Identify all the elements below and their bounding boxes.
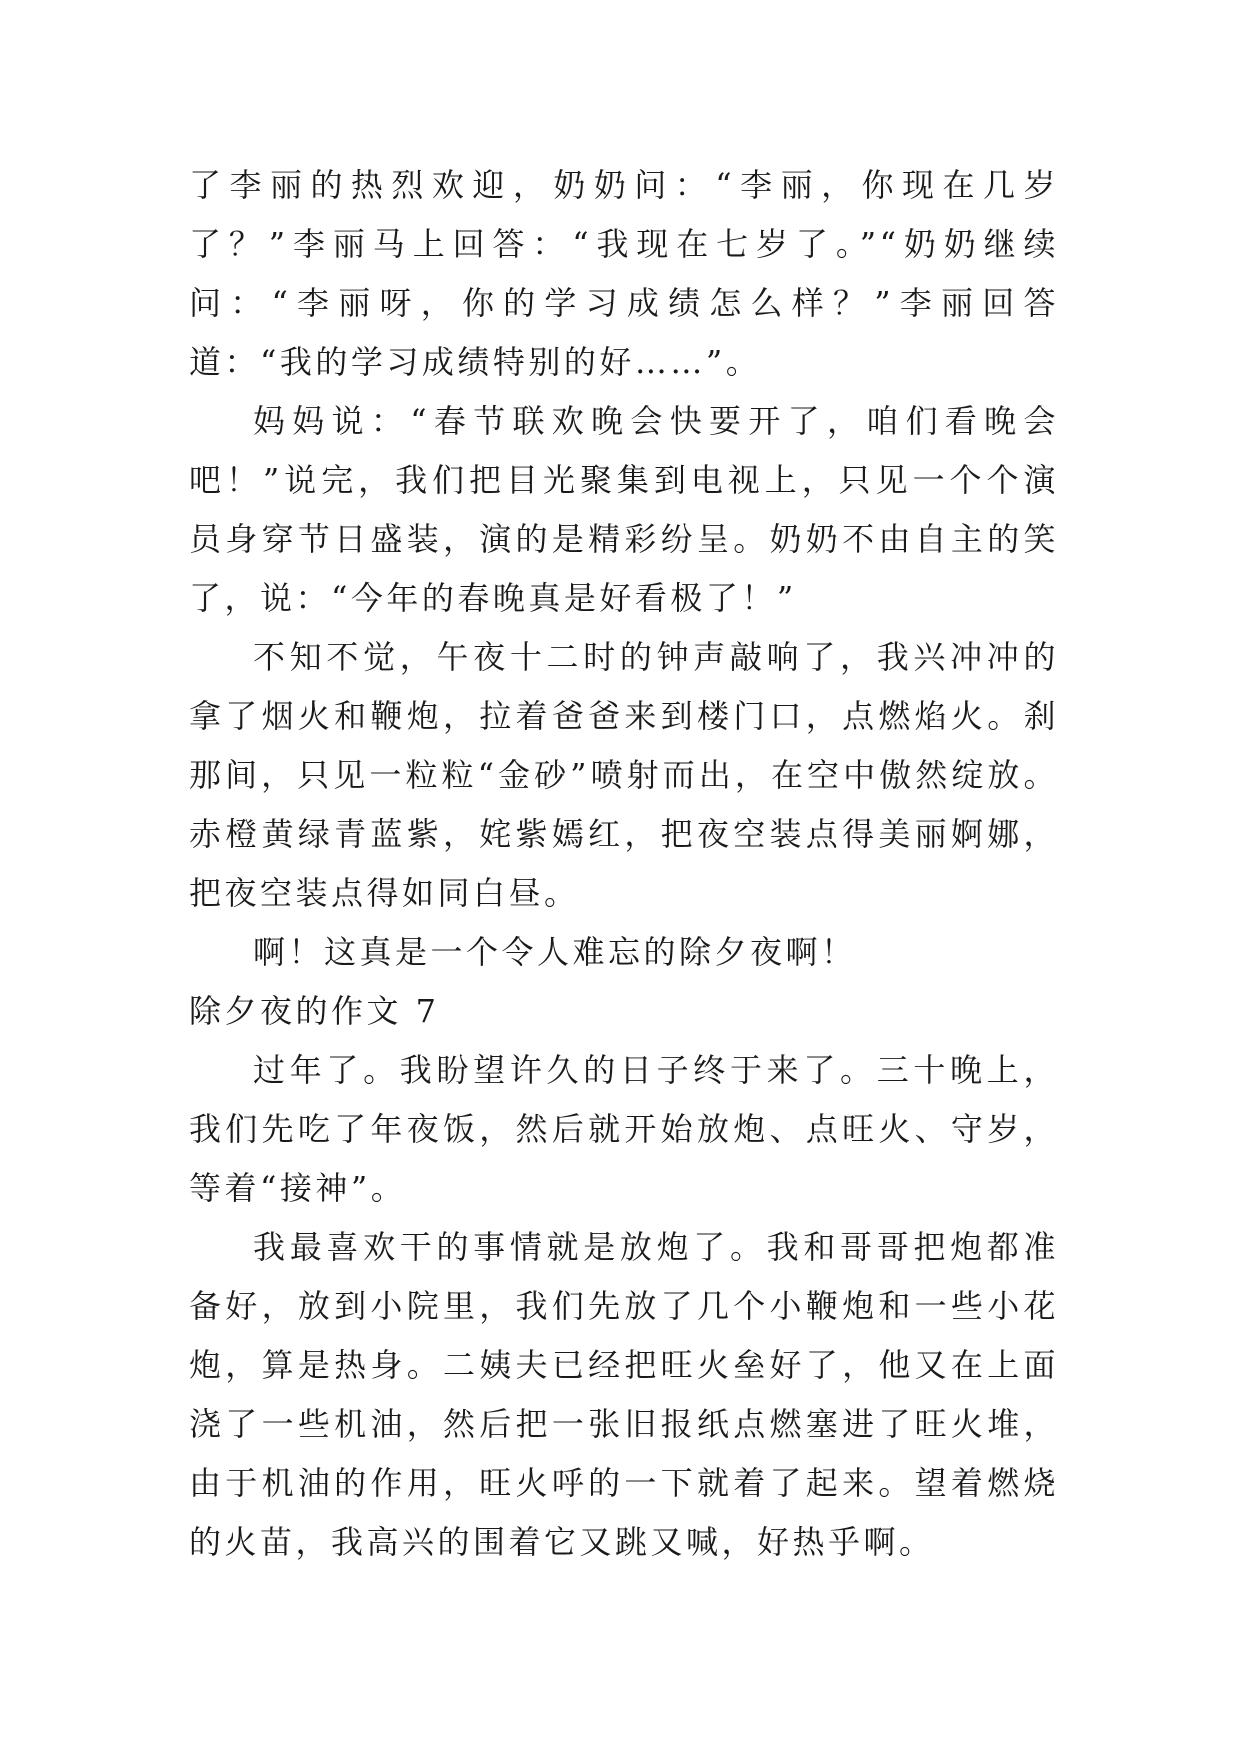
section-title: 除夕夜的作文 7 (189, 992, 440, 1030)
paragraph-1: 了李丽的热烈欢迎，奶奶问：“李丽，你现在几岁了？”李丽马上回答：“我现在七岁了。”“奶奶继续问：“李丽呀，你的学习成绩怎么样？”李丽回答道：“我的学习成绩特别的好……”。 (189, 166, 1059, 381)
paragraph-5: 过年了。我盼望许久的日子终于来了。三十晚上，我们先吃了年夜饭，然后就开始放炮、点旺火、守岁，等着“接神”。 (189, 1051, 1059, 1207)
paragraph-3: 不知不觉，午夜十二时的钟声敲响了，我兴冲冲的拿了烟火和鞭炮，拉着爸爸来到楼门口，点燃焰火。刹那间，只见一粒粒“金砂”喷射而出，在空中傲然绽放。赤橙黄绿青蓝紫，姹紫嫣红，把夜空装点得美丽婀娜，把夜空装点得如同白昼。 (189, 638, 1059, 912)
paragraph-4: 啊！这真是一个令人难忘的除夕夜啊！ (253, 933, 857, 971)
paragraph-2: 妈妈说：“春节联欢晚会快要开了，咱们看晚会吧！”说完，我们把目光聚集到电视上，只见一个个演员身穿节日盛装，演的是精彩纷呈。奶奶不由自主的笑了，说：“今年的春晚真是好看极了！” (189, 402, 1059, 617)
document-page (189, 156, 1059, 1572)
paragraph-6: 我最喜欢干的事情就是放炮了。我和哥哥把炮都准备好，放到小院里，我们先放了几个小鞭炮和一些小花炮，算是热身。二姨夫已经把旺火垒好了，他又在上面浇了一些机油，然后把一张旧报纸点燃塞进了旺火堆，由于机油的作用，旺火呼的一下就着了起来。望着燃烧的火苗，我高兴的围着它又跳又喊，好热乎啊。 (189, 1228, 1059, 1561)
